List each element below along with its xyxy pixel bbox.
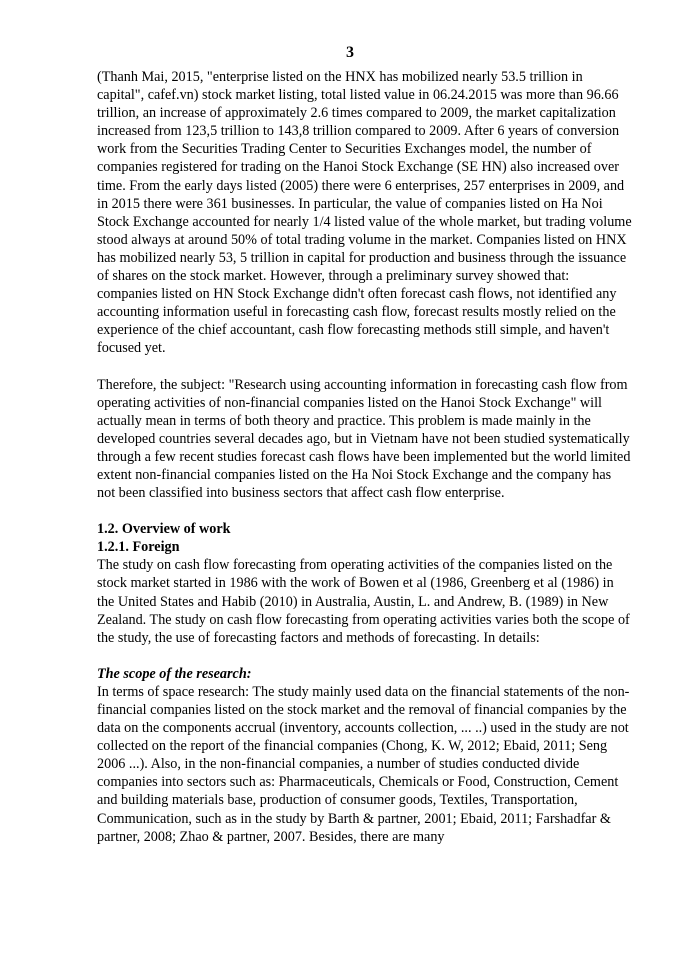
paragraph-scope: In terms of space research: The study mainly used data on the financial statements of the non-financial companies listed on the stock market and the removal of financial companies by the data on the components accrual (inventory, accounts collection, ... ..) used in the study are not collected on the report of the financial companies (Chong, K. W, 2012; Ebaid, 2011; Seng 2006 ...). Also, in the non-financial companies, a number of studies conducted divide companies into sectors such as: Pharmaceuticals, Chemicals or Food, Construction, Cement and building materials base, production of consumer goods, Textiles, Transportation, Communication, such as in the study by Barth & partner, 2001; Ebaid, 2011; Farshadfar & partner, 2008; Zhao & partner, 2007. Besides, there are many	[97, 683, 630, 845]
section-heading: 1.2. Overview of work	[97, 521, 231, 538]
paragraph-foreign-studies: The study on cash flow forecasting from operating activities of the companies listed on the stock market started in 1986 with the work of Bowen et al (1986, Greenberg et al (1986) in the United States and Habib (2010) in Australia, Austin, L. and Andrew, B. (1989) in New Zealand. The study on cash flow forecasting from operating activities varies both the scope of the study, the use of forecasting factors and methods of forecasting. In details:	[97, 557, 630, 646]
scope-heading: The scope of the research:	[97, 665, 252, 682]
page-number: 3	[346, 44, 354, 61]
subsection-heading: 1.2.1. Foreign	[97, 539, 180, 556]
paragraph-market-overview: (Thanh Mai, 2015, "enterprise listed on the HNX has mobilized nearly 53.5 trillion in capital", cafef.vn) stock market listing, total listed value in 06.24.2015 was more than 96.66 trillion, an increase of approximately 2.6 times compared to 2009, the market capitalization increased from 123,5 trillion to 143,8 trillion compared to 2009. After 6 years of conversion work from the Securities Trading Center to Securities Exchanges model, the number of companies registered for trading on the Hanoi Stock Exchange (SE HN) also increased over time. From the early days listed (2005) there were 6 enterprises, 257 enterprises in 2009, and in 2015 there were 361 businesses. In particular, the value of companies listed on Ha Noi Stock Exchange accounted for nearly 1/4 listed value of the whole market, but trading volume stood always at around 50% of total trading volume in the market. Companies listed on HNX has mobilized nearly 53, 5 trillion in capital for production and business through the issuance of shares on the stock market. However, through a preliminary survey showed that: companies listed on HN Stock Exchange didn't often forecast cash flows, not identified any accounting information useful in forecasting cash flow, forecast results mostly relied on the experience of the chief accountant, cash flow forecasting methods still simple, and haven't focused yet.	[97, 69, 632, 357]
paragraph-research-rationale: Therefore, the subject: "Research using accounting information in forecasting cash flow from operating activities of non-financial companies listed on the Hanoi Stock Exchange" will actually mean in terms of both theory and practice. This problem is made mainly in the developed countries several decades ago, but in Vietnam have not been studied systematically through a few recent studies forecast cash flows have been implemented but the world limited extent non-financial companies listed on the Ha Noi Stock Exchange and the company has not been classified into business sectors that affect cash flow enterprise.	[97, 376, 631, 502]
body-text	[97, 68, 632, 846]
